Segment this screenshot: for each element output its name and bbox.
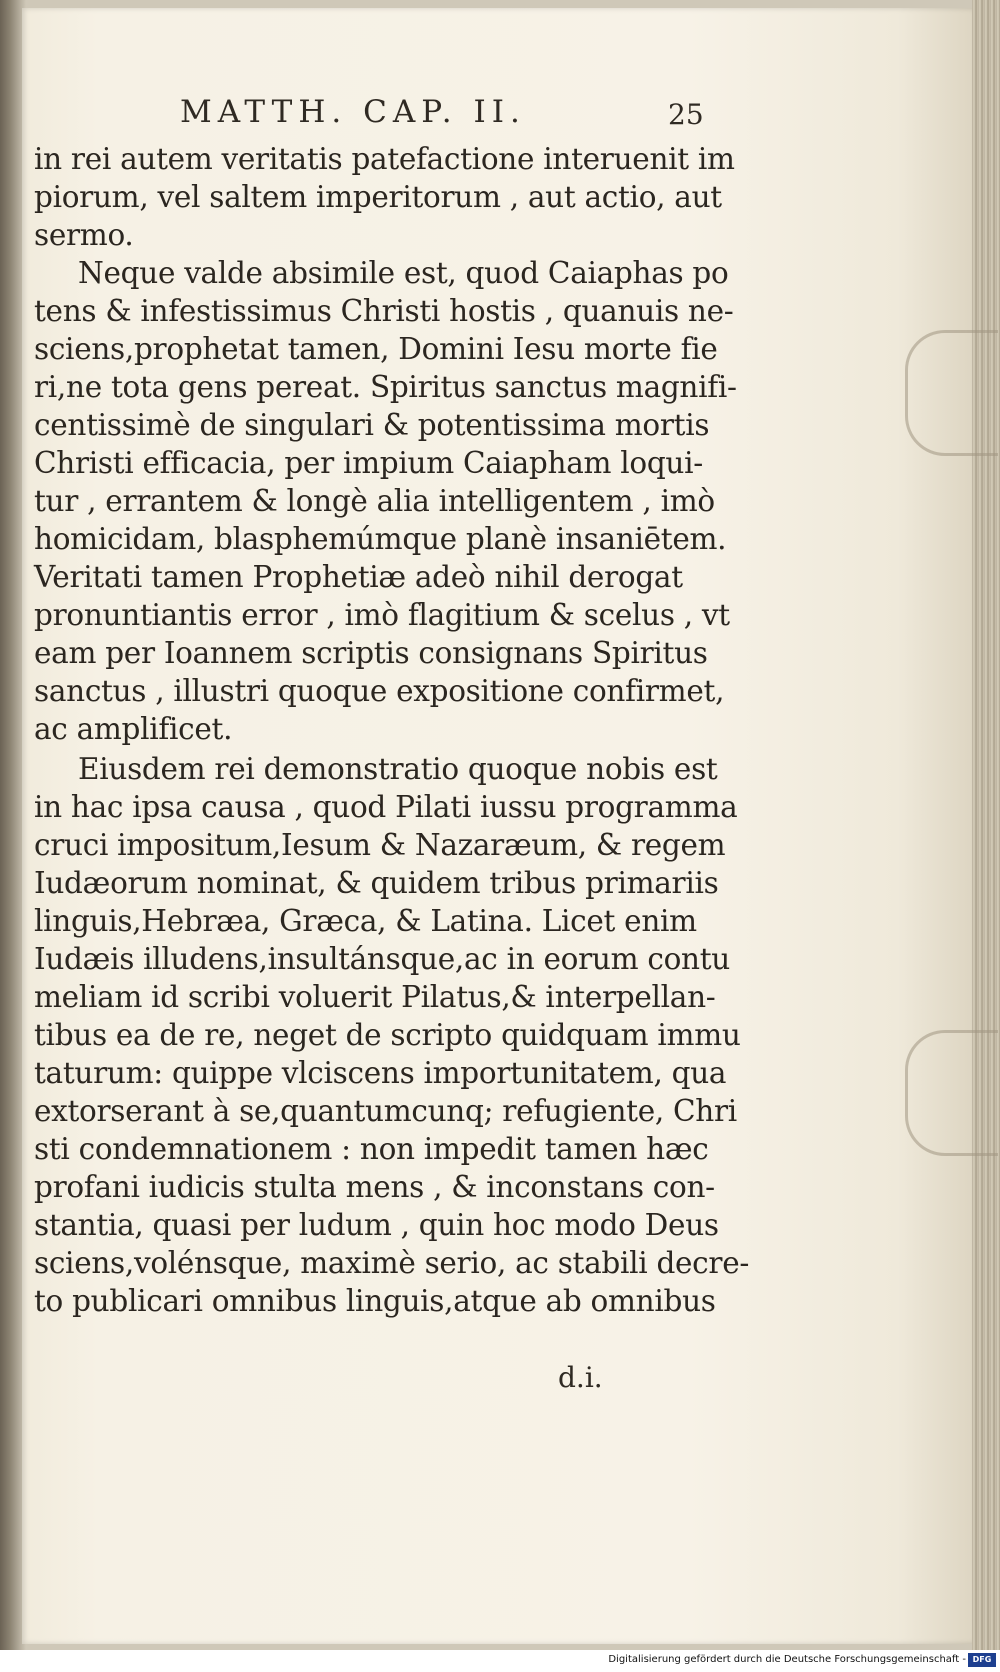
text-line: piorum, vel saltem imperitorum , aut actio, aut xyxy=(34,180,722,214)
dfg-logo-icon: DFG xyxy=(968,1653,996,1667)
catchword: d.i. xyxy=(558,1361,603,1394)
text-line: ri,ne tota gens pereat. Spiritus sanctus magnifi- xyxy=(34,370,737,404)
text-line: in hac ipsa causa , quod Pilati iussu programma xyxy=(34,790,738,824)
text-line: stantia, quasi per ludum , quin hoc modo Deus xyxy=(34,1208,719,1242)
text-line: Neque valde absimile est, quod Caiaphas po xyxy=(78,256,729,290)
text-line: ac amplificet. xyxy=(34,712,233,746)
text-line: cruci impositum,Iesum & Nazaræum, & regem xyxy=(34,828,726,862)
text-line: Veritati tamen Prophetiæ adeò nihil derogat xyxy=(34,560,683,594)
text-line: pronuntiantis error , imò flagitium & scelus , vt xyxy=(34,598,730,632)
text-line: linguis,Hebræa, Græca, & Latina. Licet enim xyxy=(34,904,697,938)
text-line: tur , errantem & longè alia intelligentem , imò xyxy=(34,484,715,518)
funding-credit: Digitalisierung gefördert durch die Deutsche Forschungsgemeinschaft - xyxy=(608,1654,966,1665)
text-line: sanctus , illustri quoque expositione confirmet, xyxy=(34,674,725,708)
text-line: eam per Ioannem scriptis consignans Spiritus xyxy=(34,636,708,670)
text-line: Christi efficacia, per impium Caiapham loqui- xyxy=(34,446,703,480)
text-line: taturum: quippe vlciscens importunitatem, qua xyxy=(34,1056,727,1090)
running-head: MATTH. CAP. II. xyxy=(180,94,526,130)
text-line: sciens,prophetat tamen, Domini Iesu morte fie xyxy=(34,332,718,366)
text-line: profani iudicis stulta mens , & inconstans con- xyxy=(34,1170,715,1204)
page-number: 25 xyxy=(668,98,704,131)
footer-bar xyxy=(0,1650,1000,1672)
text-line: sciens,volénsque, maximè serio, ac stabili decre- xyxy=(34,1246,750,1280)
text-line: Eiusdem rei demonstratio quoque nobis est xyxy=(78,752,718,786)
text-line: sti condemnationem : non impedit tamen hæc xyxy=(34,1132,709,1166)
text-line: to publicari omnibus linguis,atque ab omnibus xyxy=(34,1284,716,1318)
text-line: tens & infestissimus Christi hostis , quanuis ne- xyxy=(34,294,734,328)
text-line: in rei autem veritatis patefactione interuenit im xyxy=(34,142,735,176)
text-line: extorserant à se,quantumcunq; refugiente, Chri xyxy=(34,1094,737,1128)
text-line: Iudæis illudens,insultánsque,ac in eorum contu xyxy=(34,942,730,976)
text-line: sermo. xyxy=(34,218,134,252)
text-line: Iudæorum nominat, & quidem tribus primariis xyxy=(34,866,719,900)
text-line: meliam id scribi voluerit Pilatus,& interpellan- xyxy=(34,980,716,1014)
text-line: tibus ea de re, neget de scripto quidquam immu xyxy=(34,1018,741,1052)
text-line: centissimè de singulari & potentissima mortis xyxy=(34,408,710,442)
text-line: homicidam, blasphemúmque planè insaniētem. xyxy=(34,522,727,556)
